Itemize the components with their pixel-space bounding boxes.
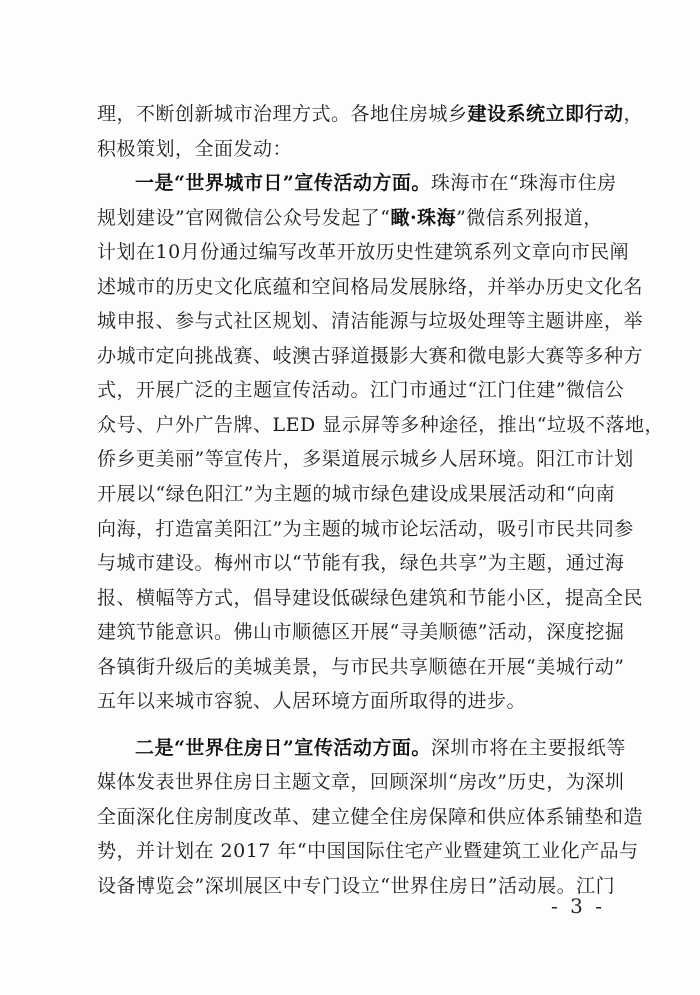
- text-line: 五年以来城市容貌、人居环境方面所取得的进步。: [97, 690, 527, 713]
- text-line: 与城市建设。梅州市以“节能有我，绿色共享”为主题，通过海: [97, 552, 625, 575]
- text-run: ”微信系列报道，: [456, 206, 603, 229]
- text-line: 侨乡更美丽”等宣传片，多渠道展示城乡人居环境。阳江市计划: [97, 448, 634, 471]
- text-run: 深圳市将在主要报纸等: [430, 736, 626, 759]
- text-run-bold: 瞰·珠海: [390, 206, 457, 229]
- text-line: 全面深化住房制度改革、建立健全住房保障和供应体系铺垫和造: [97, 805, 644, 828]
- text-line: 媒体发表世界住房日主题文章，回顾深圳“房改”历史，为深圳: [97, 771, 625, 794]
- text-line: 向海，打造富美阳江”为主题的城市论坛活动，吸引市民共同参: [97, 517, 634, 540]
- text-line: 述城市的历史文化底蕴和空间格局发展脉络，并举办历史文化名: [97, 275, 644, 298]
- paragraph-gap: [97, 719, 617, 731]
- text-line: [97, 201, 617, 236]
- text-run: 理，不断创新城市治理方式。各地住房城乡: [97, 103, 468, 125]
- text-line: 积极策划，全面发动：: [97, 137, 293, 160]
- text-line: 报、横幅等方式，倡导建设低碳绿色建筑和节能小区，提高全民: [97, 586, 644, 609]
- paragraph-1-first-line: [97, 166, 617, 201]
- body-text: [97, 97, 664, 904]
- page-number: - 3 -: [551, 894, 605, 918]
- text-line: 城申报、参与式社区规划、清洁能源与垃圾处理等主题讲座，举: [97, 310, 644, 333]
- text-run: 珠海市在“珠海市住房: [430, 172, 617, 195]
- text-line: 计划在10月份通过编写改革开放历史性建筑系列文章向市民阐: [97, 241, 630, 264]
- text-line: 式，开展广泛的主题宣传活动。江门市通过“江门住建”微信公: [97, 379, 625, 402]
- paragraph-2-first-line: [97, 731, 626, 766]
- section-heading-1: 一是“世界城市日”宣传活动方面。: [135, 172, 431, 195]
- text-line: 势，并计划在 2017 年“中国国际住宅产业暨建筑工业化产品与: [97, 840, 639, 863]
- text-run: 规划建设”官网微信公众号发起了“: [97, 206, 391, 229]
- text-line: [97, 97, 644, 132]
- text-line: 众号、户外广告牌、LED 显示屏等多种途径，推出“垃圾不落地，: [97, 413, 664, 436]
- text-line: 办城市定向挑战赛、岐澳古驿道摄影大赛和微电影大赛等多种方: [97, 344, 644, 367]
- text-line: 开展以“绿色阳江”为主题的城市绿色建设成果展活动和“向南: [97, 483, 616, 506]
- text-line: 各镇街升级后的美城美景，与市民共享顺德在开展“美城行动”: [97, 655, 625, 678]
- text-line: 设备博览会”深圳展区中专门设立“世界住房日”活动展。江门: [97, 875, 616, 898]
- text-run-bold: 建设系统立即行动: [467, 103, 624, 125]
- text-line: 建筑节能意识。佛山市顺德区开展“寻美顺德”活动，深度挖掘: [97, 621, 625, 644]
- text-run: ，: [623, 103, 644, 125]
- section-heading-2: 二是“世界住房日”宣传活动方面。: [135, 736, 431, 759]
